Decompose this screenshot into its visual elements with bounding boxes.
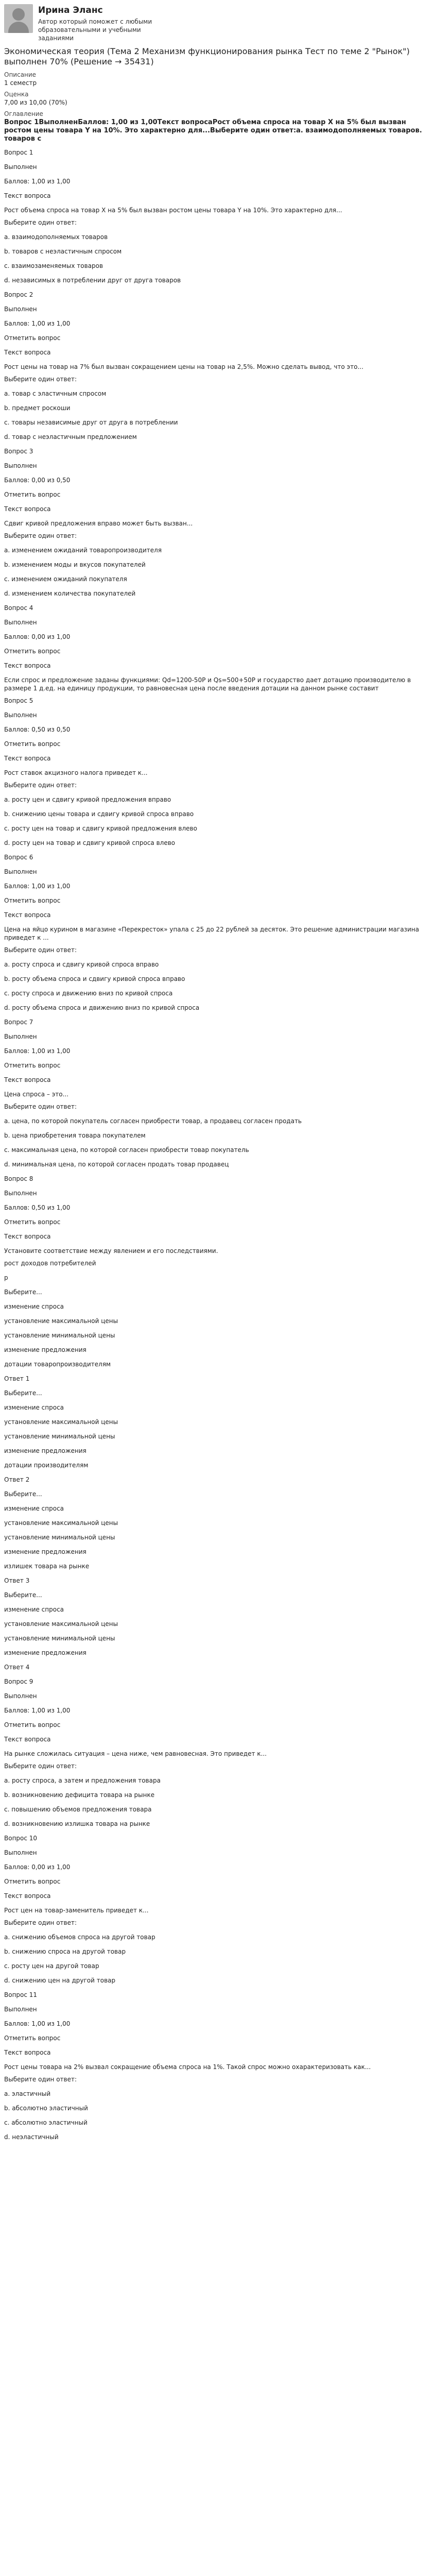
question-text-label: Текст вопроса xyxy=(4,349,51,356)
question-number: Вопрос 9 xyxy=(4,1678,33,1685)
choose-answer-label: Выберите один ответ: xyxy=(4,1919,77,1926)
matching-option[interactable]: дотации товаропроизводителям xyxy=(4,1361,111,1368)
flag-question-link[interactable]: Отметить вопрос xyxy=(4,1721,61,1728)
answer-option[interactable]: b. снижению спроса на другой товар xyxy=(4,1948,126,1955)
matching-option[interactable]: Выберите... xyxy=(4,1490,42,1498)
question-text-label: Текст вопроса xyxy=(4,192,51,199)
question-text: Рост объема спроса на товар X на 5% был вызван ростом цены товара Y на 10%. Это характерно для... xyxy=(4,207,342,214)
matching-option[interactable]: установление минимальной цены xyxy=(4,1534,115,1541)
matching-option[interactable]: изменение спроса xyxy=(4,1505,64,1512)
question-status: Выполнен xyxy=(4,306,37,313)
question-number: Вопрос 5 xyxy=(4,697,33,704)
question-text: Рост цен на товар-заменитель приведет к... xyxy=(4,1907,149,1914)
question-number: Вопрос 4 xyxy=(4,604,33,612)
question-score: Баллов: 1,00 из 1,00 xyxy=(4,1707,71,1714)
matching-option[interactable]: изменение предложения xyxy=(4,1346,86,1353)
answer-option[interactable]: a. товар с эластичным спросом xyxy=(4,390,107,397)
question-status: Выполнен xyxy=(4,462,37,469)
question-text-label: Текст вопроса xyxy=(4,1736,51,1743)
flag-question-link[interactable]: Отметить вопрос xyxy=(4,897,61,904)
choose-answer-label: Выберите один ответ: xyxy=(4,946,77,954)
answer-option[interactable]: c. росту цен на товар и сдвигу кривой предложения влево xyxy=(4,825,197,832)
answer-option[interactable]: d. минимальная цена, по которой согласен продать товар продавец xyxy=(4,1161,229,1168)
answer-option[interactable]: a. росту цен и сдвигу кривой предложения вправо xyxy=(4,796,171,803)
matching-option[interactable]: установление максимальной цены xyxy=(4,1418,118,1426)
author-description: Автор который поможет с любыми образовательными и учебными заданиями xyxy=(38,18,152,42)
question-number: Вопрос 10 xyxy=(4,1835,38,1842)
toc-text: Вопрос 1ВыполненБаллов: 1,00 из 1,00Текст вопросаРост объема спроса на товар X на 5% был вызван ростом цены товара Y на 10%. Это характерно для...Выберите один ответ:a. взаимодополняемых товаров. товаров с xyxy=(4,118,422,143)
matching-phenomenon: рост доходов потребителей xyxy=(4,1260,96,1267)
question-status: Выполнен xyxy=(4,868,37,875)
answer-option[interactable]: c. взаимозаменяемых товаров xyxy=(4,262,103,269)
questions-list xyxy=(4,148,432,1282)
description-value: 1 семестр xyxy=(4,79,37,87)
answer-option[interactable]: b. снижению цены товара и сдвигу кривой спроса вправо xyxy=(4,810,194,818)
matching-answer-label: Ответ 1 xyxy=(4,1375,30,1382)
matching-option[interactable]: изменение спроса xyxy=(4,1404,64,1411)
matching-option[interactable]: установление максимальной цены xyxy=(4,1317,118,1325)
answer-option[interactable]: a. росту спроса, а затем и предложения товара xyxy=(4,1777,161,1784)
answer-option[interactable]: b. абсолютно эластичный xyxy=(4,2105,88,2112)
answer-option[interactable]: a. взаимодополняемых товаров xyxy=(4,233,108,241)
question-text: Цена на яйцо курином в магазине «Перекресток» упала с 25 до 22 рублей за десяток. Это решение администрации магазина приведет к ... xyxy=(4,926,420,941)
question-status: Выполнен xyxy=(4,1033,37,1040)
question-score: Баллов: 0,50 из 1,00 xyxy=(4,1204,71,1211)
matching-option[interactable]: установление минимальной цены xyxy=(4,1332,115,1339)
answer-option[interactable]: d. товар с неэластичным предложением xyxy=(4,433,137,440)
flag-question-link[interactable]: Отметить вопрос xyxy=(4,491,61,498)
question-status: Выполнен xyxy=(4,2006,37,2013)
answer-option[interactable]: a. эластичный xyxy=(4,2090,51,2097)
matching-block xyxy=(4,1288,432,1671)
question-score: Баллов: 1,00 из 1,00 xyxy=(4,2020,71,2027)
answer-option[interactable]: b. возникновению дефицита товара на рынке xyxy=(4,1791,155,1799)
question-block xyxy=(4,697,432,847)
choose-answer-label: Выберите один ответ: xyxy=(4,2076,77,2083)
answer-option[interactable]: a. росту спроса и сдвигу кривой спроса вправо xyxy=(4,961,159,968)
answer-option[interactable]: a. снижению объемов спроса на другой товар xyxy=(4,1934,155,1941)
matching-option[interactable]: Выберите... xyxy=(4,1389,42,1397)
answer-option[interactable]: d. снижению цен на другой товар xyxy=(4,1977,116,1984)
answer-option[interactable]: c. повышению объемов предложения товара xyxy=(4,1806,152,1813)
answer-option[interactable]: b. товаров с неэластичным спросом xyxy=(4,248,122,255)
answer-option[interactable]: b. цена приобретения товара покупателем xyxy=(4,1132,146,1139)
question-status: Выполнен xyxy=(4,1849,37,1856)
matching-option[interactable]: изменение предложения xyxy=(4,1447,86,1454)
choose-answer-label: Выберите один ответ: xyxy=(4,782,77,789)
question-number: Вопрос 8 xyxy=(4,1175,33,1182)
question-block xyxy=(4,1991,432,2141)
question-text: Цена спроса – это... xyxy=(4,1091,69,1098)
answer-option[interactable]: c. абсолютно эластичный xyxy=(4,2119,88,2126)
answer-option[interactable]: d. возникновению излишка товара на рынке xyxy=(4,1820,150,1827)
answer-option[interactable]: d. изменением количества покупателей xyxy=(4,590,136,597)
question-number: Вопрос 11 xyxy=(4,1991,38,1998)
question-text-label: Текст вопроса xyxy=(4,1233,51,1240)
question-text-label: Текст вопроса xyxy=(4,911,51,919)
question-score: Баллов: 1,00 из 1,00 xyxy=(4,883,71,890)
choose-answer-label: Выберите один ответ: xyxy=(4,1762,77,1770)
question-status: Выполнен xyxy=(4,163,37,171)
toc-label: Оглавление xyxy=(4,110,43,117)
question-block xyxy=(4,1175,432,1282)
answer-option[interactable]: a. изменением ожиданий товаропроизводителя xyxy=(4,547,162,554)
question-text-label: Текст вопроса xyxy=(4,662,51,669)
question-status: Выполнен xyxy=(4,1692,37,1700)
meta-block xyxy=(4,71,432,106)
question-number: Вопрос 6 xyxy=(4,854,33,861)
question-score: Баллов: 0,00 из 0,50 xyxy=(4,477,71,484)
page-title: Экономическая теория (Тема 2 Механизм функционирования рынка Тест по теме 2 "Рынок") выполнен 70% (Решение → 35431) xyxy=(4,46,410,66)
question-number: Вопрос 7 xyxy=(4,1019,33,1026)
matching-answer-label: Ответ 2 xyxy=(4,1476,30,1483)
answer-option[interactable]: c. товары независимые друг от друга в потреблении xyxy=(4,419,178,426)
question-score: Баллов: 0,50 из 0,50 xyxy=(4,726,71,733)
flag-question-link[interactable]: Отметить вопрос xyxy=(4,740,61,748)
question-text-label: Текст вопроса xyxy=(4,1076,51,1083)
matching-option[interactable]: Выберите... xyxy=(4,1289,42,1296)
answer-option[interactable]: c. росту цен на другой товар xyxy=(4,1962,99,1970)
question-text: Рост цены на товар на 7% был вызван сокращением цены на товар на 2,5%. Можно сделать вывод, что это... xyxy=(4,363,364,370)
question-text-label: Текст вопроса xyxy=(4,2049,51,2056)
question-number: Вопрос 3 xyxy=(4,448,33,455)
question-text-label: Текст вопроса xyxy=(4,1892,51,1900)
question-text: На рынке сложилась ситуация – цена ниже, чем равновесная. Это приведет к... xyxy=(4,1750,267,1757)
question-block xyxy=(4,1018,432,1168)
matching-option[interactable]: изменение предложения xyxy=(4,1548,86,1555)
question-score: Баллов: 1,00 из 1,00 xyxy=(4,178,71,185)
flag-question-link[interactable]: Отметить вопрос xyxy=(4,1878,61,1885)
question-score: Баллов: 0,00 из 1,00 xyxy=(4,1863,71,1871)
question-score: Баллов: 0,00 из 1,00 xyxy=(4,633,71,640)
answer-option[interactable]: c. максимальная цена, по которой согласен приобрести товар покупатель xyxy=(4,1146,249,1154)
question-block xyxy=(4,1834,432,1985)
answer-option[interactable]: b. росту объема спроса и сдвигу кривой спроса вправо xyxy=(4,975,185,982)
question-block xyxy=(4,148,432,284)
choose-answer-label: Выберите один ответ: xyxy=(4,532,77,539)
question-block xyxy=(4,1677,432,1828)
choose-answer-label: Выберите один ответ: xyxy=(4,1103,77,1110)
avatar xyxy=(4,4,33,33)
flag-question-link[interactable]: Отметить вопрос xyxy=(4,2035,61,2042)
flag-question-link[interactable]: Отметить вопрос xyxy=(4,334,61,342)
description-label: Описание xyxy=(4,71,37,78)
author-name[interactable]: Ирина Эланс xyxy=(38,5,103,15)
question-score: Баллов: 1,00 из 1,00 xyxy=(4,320,71,327)
answer-option[interactable]: b. изменением моды и вкусов покупателей xyxy=(4,561,146,568)
matching-option[interactable]: дотации производителям xyxy=(4,1462,89,1469)
answer-option[interactable]: a. цена, по которой покупатель согласен приобрести товар, а продавец согласен продать xyxy=(4,1117,302,1125)
matching-option[interactable]: установление минимальной цены xyxy=(4,1433,115,1440)
matching-option[interactable]: изменение спроса xyxy=(4,1303,64,1310)
matching-answer-label: Ответ 3 xyxy=(4,1577,30,1584)
matching-option[interactable]: установление максимальной цены xyxy=(4,1620,118,1628)
question-text: Рост цены товара на 2% вызвал сокращение объема спроса на 1%. Такой спрос можно охарактеризовать как... xyxy=(4,2063,371,2071)
question-status: Выполнен xyxy=(4,711,37,719)
question-number: Вопрос 1 xyxy=(4,149,33,156)
question-status: Выполнен xyxy=(4,619,37,626)
answer-option[interactable]: c. изменением ожиданий покупателя xyxy=(4,575,127,583)
question-number: Вопрос 2 xyxy=(4,291,33,298)
question-score: Баллов: 1,00 из 1,00 xyxy=(4,1047,71,1055)
question-block xyxy=(4,447,432,598)
matching-option[interactable]: изменение предложения xyxy=(4,1649,86,1656)
matching-option[interactable]: установление минимальной цены xyxy=(4,1635,115,1642)
answer-option[interactable]: d. независимых в потреблении друг от друга товаров xyxy=(4,277,181,284)
matching-option[interactable]: изменение спроса xyxy=(4,1606,64,1613)
matching-option[interactable]: излишек товара на рынке xyxy=(4,1563,90,1570)
question-text-label: Текст вопроса xyxy=(4,755,51,762)
matching-option[interactable]: Выберите... xyxy=(4,1591,42,1599)
question-text: Если спрос и предложение заданы функциями: Qd=1200-50P и Qs=500+50P и государство дает дотацию производителю в размере 1 д.ед. на единицу продукции, то равновесная цена после введения дотации на данном рынке составит xyxy=(4,676,411,692)
matching-option[interactable]: установление максимальной цены xyxy=(4,1519,118,1527)
question-block xyxy=(4,291,432,441)
answer-option[interactable]: d. неэластичный xyxy=(4,2133,59,2141)
question-text: Рост ставок акцизного налога приведет к... xyxy=(4,769,148,776)
question-block xyxy=(4,604,432,692)
answer-option[interactable]: d. росту цен на товар и сдвигу кривой спроса влево xyxy=(4,839,176,846)
author-header xyxy=(4,4,432,42)
question-status: Выполнен xyxy=(4,1190,37,1197)
matching-answer-label: Ответ 4 xyxy=(4,1664,30,1671)
question-text: Сдвиг кривой предложения вправо может быть вызван... xyxy=(4,520,193,527)
matching-phenomenon: р xyxy=(4,1274,8,1281)
question-text-label: Текст вопроса xyxy=(4,505,51,513)
choose-answer-label: Выберите один ответ: xyxy=(4,219,77,226)
grade-label: Оценка xyxy=(4,91,29,98)
choose-answer-label: Выберите один ответ: xyxy=(4,376,77,383)
questions-list-2 xyxy=(4,1677,432,2141)
question-block xyxy=(4,853,432,1012)
flag-question-link[interactable]: Отметить вопрос xyxy=(4,1218,61,1226)
question-text: Установите соответствие между явлением и его последствиями. xyxy=(4,1247,218,1255)
answer-option[interactable]: b. предмет роскоши xyxy=(4,404,71,412)
flag-question-link[interactable]: Отметить вопрос xyxy=(4,1062,61,1069)
flag-question-link[interactable]: Отметить вопрос xyxy=(4,648,61,655)
answer-option[interactable]: d. росту объема спроса и движению вниз по кривой спроса xyxy=(4,1004,200,1011)
grade-value: 7,00 из 10,00 (70%) xyxy=(4,99,67,106)
answer-option[interactable]: c. росту спроса и движению вниз по кривой спроса xyxy=(4,990,173,997)
